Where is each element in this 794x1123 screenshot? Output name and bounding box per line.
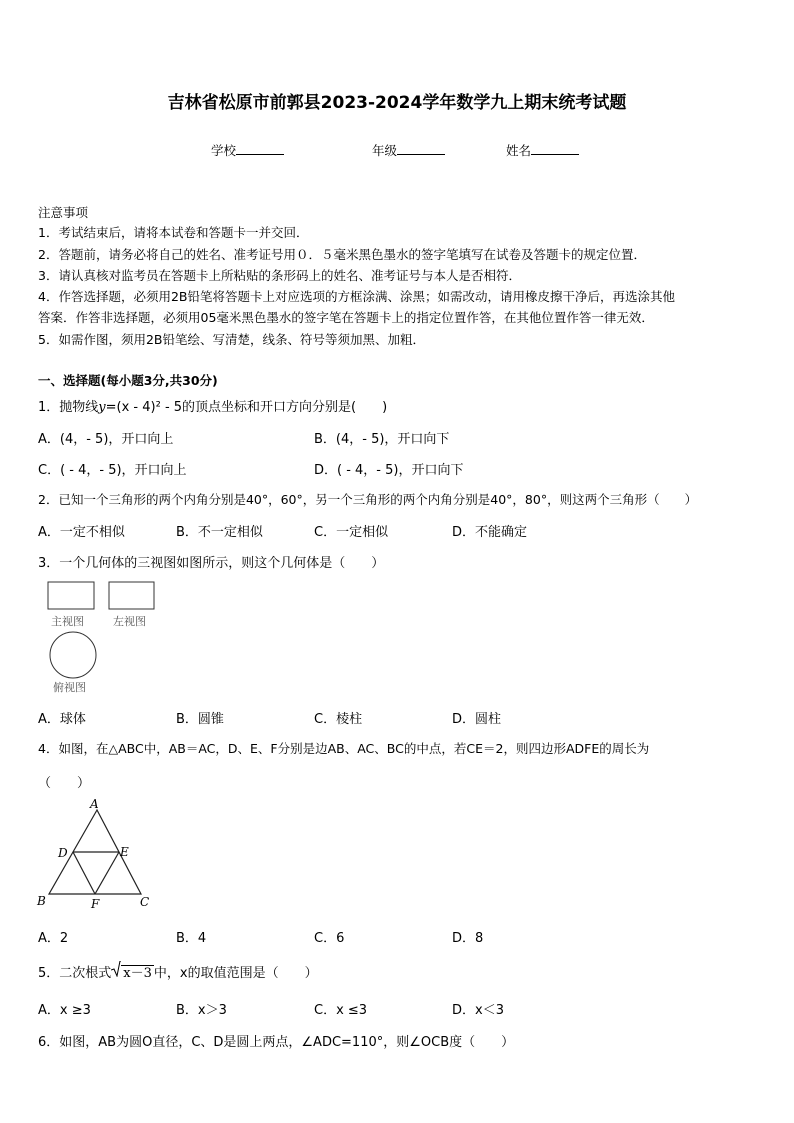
front-view-rect <box>48 582 94 609</box>
notes-item: 答案．作答非选择题，必须用05毫米黑色墨水的签字笔在答题卡上的指定位置作答，在其他位置作答一律无效． <box>38 310 654 325</box>
q1-option-c: C．( - 4，- 5)，开口向上 <box>38 463 187 478</box>
q2-option-c: C．一定相似 <box>314 525 389 540</box>
question-6: 6．如图，AB为圆O直径，C、D是圆上两点，∠ADC=110°，则∠OCB度（ ） <box>38 1035 515 1050</box>
question-1 <box>38 396 387 415</box>
q1-option-a: A．(4，- 5)，开口向上 <box>38 432 174 447</box>
question-5 <box>38 962 318 981</box>
point-f-label: F <box>91 897 100 911</box>
point-d-label: D <box>58 846 68 860</box>
q2-option-d: D．不能确定 <box>452 525 528 540</box>
question-4: 4．如图，在△ABC中，AB＝AC，D、E、F分别是边AB、AC、BC的中点，若CE＝2，则四边形ADFE的周长为 <box>38 741 650 756</box>
school-blank <box>236 142 284 155</box>
section-heading: 一、选择题(每小题3分,共30分) <box>38 373 218 388</box>
q5-option-a: A．x ≥3 <box>38 1003 91 1018</box>
point-c-label: C <box>140 895 150 909</box>
point-a-label: A <box>90 797 99 811</box>
left-view-label: 左视图 <box>113 615 146 628</box>
q2-option-b: B．不一定相似 <box>176 525 263 540</box>
q2-option-a: A．一定不相似 <box>38 525 125 540</box>
left-view-rect <box>109 582 154 609</box>
question-3: 3．一个几何体的三视图如图所示，则这个几何体是（ ） <box>38 556 385 571</box>
q3-option-c: C．棱柱 <box>314 712 363 727</box>
grade-label: 年级 <box>372 143 398 158</box>
q5-option-c: C．x ≤3 <box>314 1003 368 1018</box>
top-view-label: 俯视图 <box>53 681 86 694</box>
notes-item: 3．请认真核对监考员在答题卡上所粘贴的条形码上的姓名、准考证号与本人是否相符． <box>38 268 521 283</box>
q3-option-b: B．圆锥 <box>176 712 224 727</box>
question-2: 2．已知一个三角形的两个内角分别是40°，60°，另一个三角形的两个内角分别是40°，80°，则这两个三角形（ ） <box>38 492 698 507</box>
q1-formula-y: y <box>98 400 106 415</box>
q3-option-d: D．圆柱 <box>452 712 502 727</box>
q5-option-b: B．x＞3 <box>176 1003 227 1018</box>
notes-item: 5．如需作图，须用2B铅笔绘、写清楚，线条、符号等须加黑、加粗． <box>38 332 425 347</box>
q5-prefix: 5．二次根式 <box>38 966 112 981</box>
page-title: 吉林省松原市前郭县2023-2024学年数学九上期末统考试题 <box>167 93 627 113</box>
q5-radicand: x－3 <box>123 966 152 981</box>
top-view-circle <box>50 632 96 678</box>
notes-item: 4．作答选择题，必须用2B铅笔将答题卡上对应选项的方框涂满、涂黑；如需改动，请用橡皮擦干净后，再选涂其他 <box>38 289 675 304</box>
question-4-bracket: （ ） <box>38 776 91 791</box>
front-view-label: 主视图 <box>51 615 84 628</box>
q3-option-a: A．球体 <box>38 712 86 727</box>
q1-suffix: 的顶点坐标和开口方向分别是( ) <box>182 400 388 415</box>
notes-heading: 注意事项 <box>38 205 89 220</box>
school-field <box>211 141 284 159</box>
point-b-label: B <box>37 894 46 908</box>
segment-ef <box>95 852 119 894</box>
q4-option-b: B．4 <box>176 931 207 946</box>
q1-prefix: 1．抛物线 <box>38 400 99 415</box>
triangle-figure <box>34 796 164 916</box>
q5-option-d: D．x＜3 <box>452 1003 504 1018</box>
name-blank <box>531 142 579 155</box>
three-view-figure <box>40 576 170 698</box>
name-label: 姓名 <box>506 143 532 158</box>
q1-formula-rest: =(x - 4)² - 5 <box>105 400 183 415</box>
q1-option-d: D．( - 4，- 5)，开口向下 <box>314 463 464 478</box>
school-label: 学校 <box>211 143 237 158</box>
name-field <box>506 141 579 159</box>
q4-option-c: C．6 <box>314 931 345 946</box>
sqrt-symbol <box>111 962 154 981</box>
grade-blank <box>397 142 445 155</box>
q5-suffix: 中，x的取值范围是（ ） <box>153 966 318 981</box>
segment-df <box>73 852 95 894</box>
grade-field <box>372 141 445 159</box>
q1-option-b: B．(4，- 5)，开口向下 <box>314 432 450 447</box>
notes-item: 1．考试结束后，请将本试卷和答题卡一并交回． <box>38 225 309 240</box>
q4-option-d: D．8 <box>452 931 484 946</box>
radical-sign-icon <box>111 961 121 977</box>
notes-item: 2．答题前，请务必将自己的姓名、准考证号用０．５毫米黑色墨水的签字笔填写在试卷及答题卡的规定位置． <box>38 247 646 262</box>
point-e-label: E <box>120 845 129 859</box>
q4-option-a: A．2 <box>38 931 69 946</box>
